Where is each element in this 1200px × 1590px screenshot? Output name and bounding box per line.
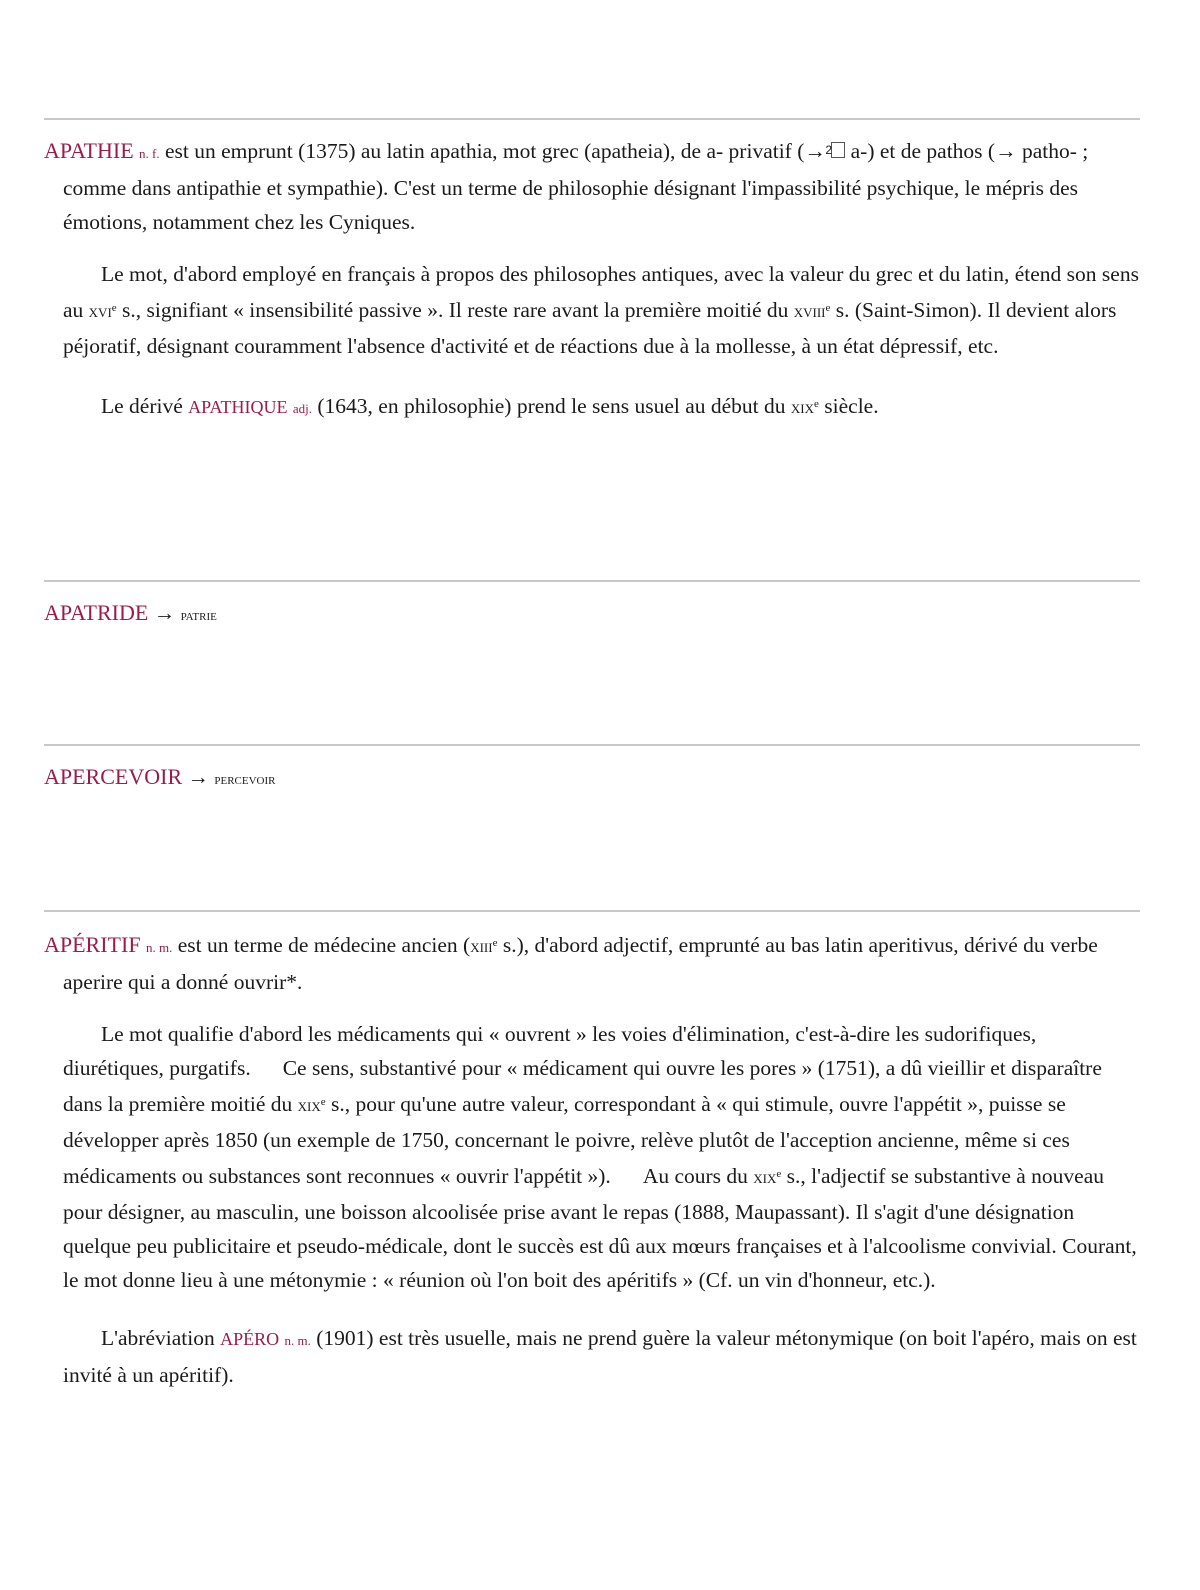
grammar-label: n. m.: [145, 940, 173, 955]
arrow-icon: →: [187, 765, 209, 789]
aperitif-definition: APÉRITIF n. m. est un terme de médecine ancien (xiii$^e$ s.), d'abord adjectif, emprunté au bas latin aperitivus, dérivé du verbe aperire qui a donné ouvrir*.: [44, 932, 1098, 994]
headword: APATHIE: [44, 138, 134, 163]
apathie-definition: APATHIE n. f. est un emprunt (1375) au latin apathia, mot grec (apatheia), de a- privatif (→ 2 a-) et de pathos (→ patho- ; comme dans antipathie et sympathie). C'est un terme de philosophie désignant l'impassibilité psychique, le mépris des émotions, notamment chez les Cyniques.: [44, 138, 1089, 234]
divider: [44, 744, 1140, 746]
divider: [44, 580, 1140, 582]
derived-word: APATHIQUE: [188, 397, 288, 417]
aperitif-history: Le mot qualifie d'abord les médicaments qui « ouvrent » les voies d'élimination, c'est-à-dire les sudorifiques, diurétiques, purgatifs. Ce sens, substantivé pour « médicament qui ouvre les pores » (1751), a dû vieillir et disparaître dans la première moitié du xix$^e$ s., pour qu'une autre valeur, correspondant à « qui stimule, ouvre l'appétit », puisse se développer après 1850 (un exemple de 1750, concernant le poivre, relève plutôt de l'acception ancienne, même si ces médicaments ou substances sont reconnues « ouvrir l'appétit »). Au cours du xix$^e$ s., l'adjectif se substantive à nouveau pour désigner, au masculin, une boisson alcoolisée prise avant le repas (1888, Maupassant). Il s'agit d'une désignation quelque peu publicitaire et pseudo-médicale, dont le succès est dû aux mœurs françaises et à l'alcoolisme convivial. Courant, le mot donne lieu à une métonymie : « réunion où l'on boit des apéritifs » (Cf. un vin d'honneur, etc.).: [63, 1022, 1137, 1292]
cross-reference-link[interactable]: patrie: [180, 608, 217, 624]
aperitif-derived: L'abréviation APÉRO n. m. (1901) est très usuelle, mais ne prend guère la valeur métonymique (on boit l'apéro, mais on est invité à un apéritif).: [63, 1326, 1137, 1387]
arrow-icon: →: [804, 139, 826, 163]
divider: [44, 118, 1140, 120]
entry-apathie: [44, 118, 1140, 426]
headword: APATRIDE: [44, 600, 149, 625]
cross-reference-link[interactable]: percevoir: [214, 772, 276, 788]
derived-word: APÉRO: [220, 1329, 280, 1349]
entry-aperitif: [44, 910, 1140, 1392]
apathie-derived: Le dérivé APATHIQUE adj. (1643, en philosophie) prend le sens usuel au début du xix$^e$ siècle.: [101, 394, 879, 418]
entry-apercevoir: [44, 744, 1140, 797]
grammar-label: n. f.: [139, 146, 160, 161]
homograph-number[interactable]: 2: [831, 142, 845, 158]
headword: APÉRITIF: [44, 932, 141, 957]
apathie-history: Le mot, d'abord employé en français à propos des philosophes antiques, avec la valeur du grec et du latin, étend son sens au xvi$^e$ s., signifiant « insensibilité passive ». Il reste rare avant la première moitié du xviii$^e$ s. (Saint-Simon). Il devient alors péjoratif, désignant couramment l'absence d'activité et de réactions due à la mollesse, à un état dépressif, etc.: [63, 262, 1139, 358]
divider: [44, 910, 1140, 912]
arrow-icon: →: [995, 139, 1017, 163]
entry-apatride: [44, 580, 1140, 633]
headword: APERCEVOIR: [44, 764, 183, 789]
arrow-icon: →: [153, 601, 176, 625]
